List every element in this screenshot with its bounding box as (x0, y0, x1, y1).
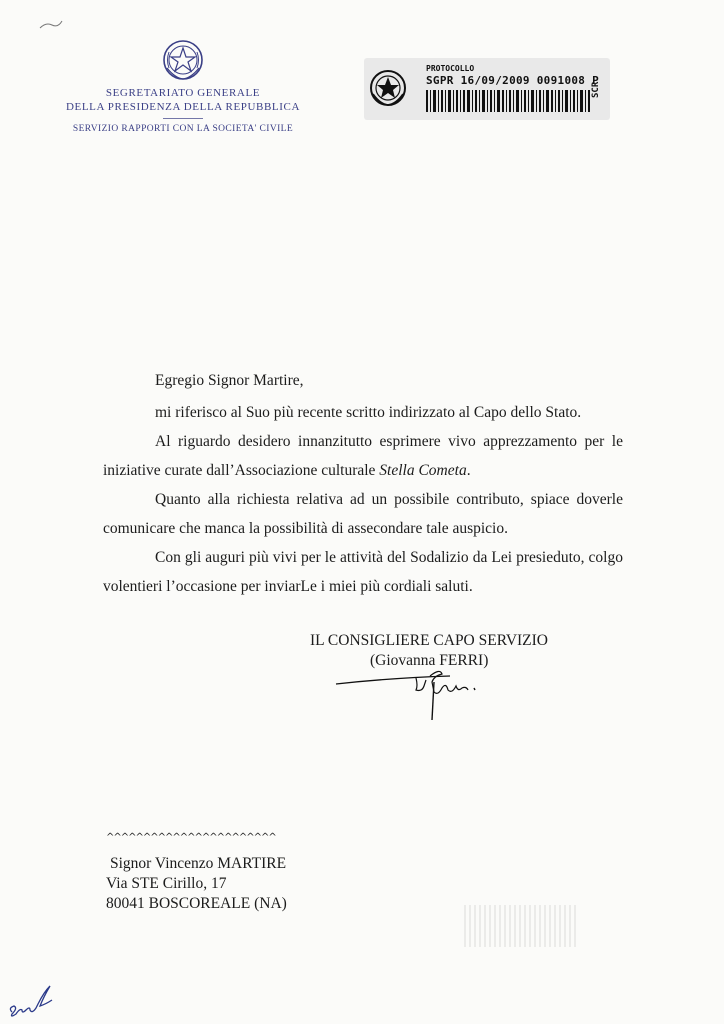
protocol-label: PROTOCOLLO (426, 64, 475, 73)
protocol-stamp (364, 58, 610, 120)
letterhead-line-2: DELLA PRESIDENZA DELLA REPUBBLICA (66, 101, 300, 113)
faint-stamp-residue (464, 905, 576, 947)
letterhead-line-1: SEGRETARIATO GENERALE (105, 87, 261, 99)
association-name: Stella Cometa (379, 462, 467, 479)
protocol-side-code: SCR (591, 81, 601, 98)
letterhead-line-3: SERVIZIO RAPPORTI CON LA SOCIETA' CIVILE (72, 124, 294, 134)
paragraph-4: Con gli auguri più vivi per le attività del Sodalizio da Lei presieduto, colgo volentieri l’occasione per inviarLe i miei più cordiali saluti. (103, 549, 623, 595)
letterhead-divider (163, 118, 203, 119)
paragraph-3: Quanto alla richiesta relativa ad un possibile contributo, spiace doverle comunicare che manca la possibilità di assecondare tale auspicio. (103, 491, 623, 537)
letterhead (60, 38, 306, 135)
paragraph-2-text: Al riguardo desidero innanzitutto esprimere vivo apprezzamento per le iniziative curate dall’Associazione culturale (103, 433, 623, 479)
address-separator: ^^^^^^^^^^^^^^^^^^^^^^^ (106, 832, 276, 843)
protocol-code: SGPR 16/09/2009 0091008 P (426, 74, 600, 87)
paragraph-1: mi riferisco al Suo più recente scritto indirizzato al Capo dello Stato. (155, 404, 582, 421)
paragraph-2-end: . (466, 462, 471, 479)
signatory-name: (Giovanna FERRI) (370, 652, 489, 669)
pencil-mark-icon (38, 18, 64, 32)
italian-republic-emblem-icon (161, 38, 205, 82)
handwritten-initials (4, 978, 60, 1020)
barcode (426, 90, 590, 112)
salutation: Egregio Signor Martire, (155, 372, 304, 389)
paragraph-2 (103, 427, 623, 485)
signatory-title: IL CONSIGLIERE CAPO SERVIZIO (310, 632, 548, 649)
address-name: Signor Vincenzo MARTIRE (110, 855, 287, 872)
handwritten-signature (330, 668, 490, 724)
address-street: Via STE Cirillo, 17 (106, 875, 227, 892)
italian-republic-emblem-icon (368, 68, 408, 108)
address-city: 80041 BOSCOREALE (NA) (106, 895, 287, 912)
